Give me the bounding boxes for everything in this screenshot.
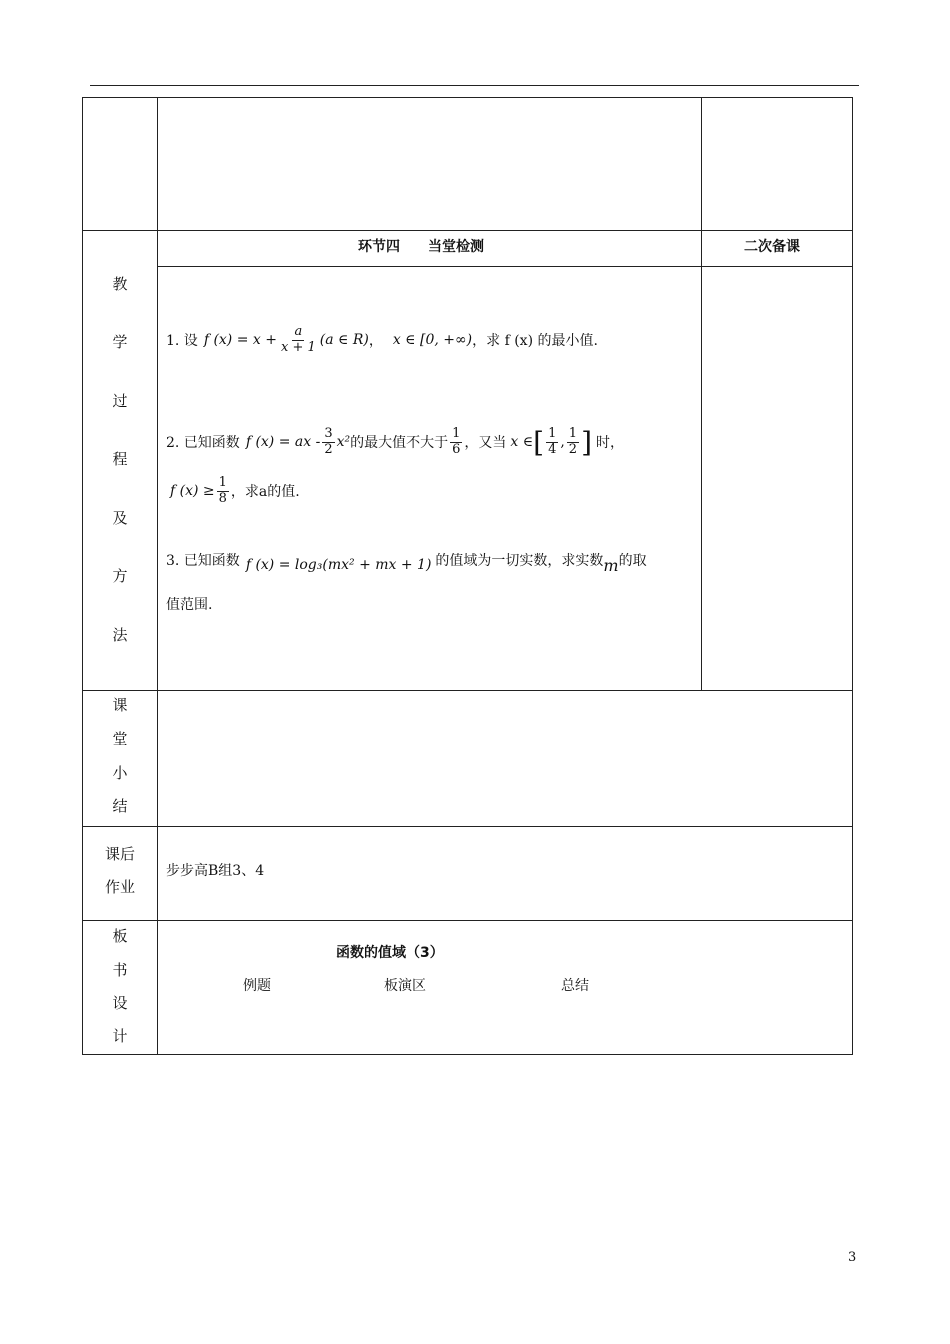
- problem-3-line-2: 值范围.: [166, 597, 213, 613]
- board-title: 函数的值域（3）: [336, 945, 444, 961]
- process-char-6: 方: [112, 567, 128, 585]
- p2-i2-num: 1: [568, 425, 578, 441]
- p2-bound-num: 1: [452, 425, 461, 441]
- summary-char-1: 课: [112, 696, 128, 714]
- board-char-2: 书: [112, 961, 128, 979]
- p2-xin: x ∈: [510, 434, 534, 450]
- p2-line2-fx: f (x) ≥: [170, 483, 215, 499]
- board-item-summary: 总结: [561, 978, 589, 994]
- side-notes-cell: [701, 266, 853, 691]
- p1-fraction-den: x + 1: [280, 339, 316, 355]
- process-char-5: 及: [112, 509, 128, 527]
- summary-char-3: 小: [112, 764, 128, 782]
- process-char-1: 教: [112, 275, 128, 293]
- board-char-1: 板: [112, 927, 128, 945]
- p2-interval-high: [567, 427, 579, 458]
- p2-tail: 时，: [596, 435, 625, 451]
- problem-2-line-2: [170, 470, 300, 512]
- summary-content-cell: [157, 690, 853, 827]
- p2-line2-den: 8: [218, 490, 227, 506]
- p3-m: m: [603, 555, 619, 575]
- p2-coef-fraction: [322, 427, 334, 458]
- p1-fx: f (x) = x +: [203, 332, 277, 348]
- section4-title: 环节四 当堂检测: [358, 239, 484, 255]
- p3-fx: f (x) = log₃(mx² + mx + 1): [245, 557, 432, 573]
- p2-right-bracket: ]: [581, 425, 593, 459]
- top-main-cell: [157, 97, 702, 231]
- p1-prefix: 1. 设: [166, 333, 198, 349]
- p2-x2: x²: [336, 434, 351, 450]
- p1-sep: ，: [368, 333, 383, 349]
- p2-fx: f (x) = ax -: [245, 434, 321, 450]
- p2-i1-num: 1: [548, 425, 557, 441]
- p2-prefix: 2. 已知函数: [166, 435, 240, 451]
- p3-prefix: 3. 已知函数: [166, 553, 240, 569]
- problem-2-line-1: [166, 420, 624, 464]
- p2-i2-den: 2: [568, 441, 578, 457]
- homework-label-2: 作业: [104, 878, 135, 896]
- p1-condition: (a ∈ R): [319, 332, 369, 348]
- problem-3-line-1: [166, 545, 647, 575]
- p2-comma: ,: [560, 434, 565, 450]
- p2-interval-low: [546, 427, 558, 458]
- board-item-examples: 例题: [243, 978, 271, 994]
- board-char-3: 设: [112, 994, 128, 1012]
- header-rule: [90, 85, 859, 86]
- p2-line2-tail: ，求a的值.: [230, 484, 300, 500]
- process-char-2: 学: [112, 333, 128, 351]
- p1-fraction-num: a: [294, 323, 303, 339]
- process-char-7: 法: [112, 626, 128, 644]
- side-header: 二次备课: [744, 239, 800, 255]
- p2-bound-fraction: [450, 427, 462, 458]
- p2-mid: 的最大值不大于: [350, 435, 449, 451]
- summary-char-4: 结: [112, 797, 128, 815]
- p1-suffix: ，求 f (x) 的最小值.: [472, 333, 598, 349]
- process-char-4: 程: [112, 450, 128, 468]
- p1-domain: x ∈ [0, +∞): [392, 332, 473, 348]
- p2-line2-num: 1: [218, 474, 227, 490]
- top-left-cell: [82, 97, 158, 231]
- p2-bound-den: 6: [452, 441, 461, 457]
- p2-line2-fraction: [217, 476, 229, 507]
- problem-1: [166, 320, 598, 360]
- homework-label-1: 课后: [104, 845, 135, 863]
- page-number: 3: [848, 1250, 857, 1265]
- homework-label-cell: [82, 826, 158, 921]
- board-item-practice-area: 板演区: [384, 978, 426, 994]
- p2-coef-den: 2: [324, 441, 333, 457]
- homework-text: 步步高B组3、4: [166, 863, 265, 879]
- p2-i1-den: 4: [548, 441, 557, 457]
- process-char-3: 过: [112, 392, 128, 410]
- summary-char-2: 堂: [112, 730, 128, 748]
- p2-left-bracket: [: [533, 425, 545, 459]
- p2-mid2: ，又当: [464, 435, 507, 451]
- p3-mid: 的值域为一切实数，求实数: [435, 553, 604, 569]
- p3-tail: 的取: [618, 553, 647, 569]
- p2-coef-num: 3: [324, 425, 333, 441]
- board-char-4: 计: [112, 1027, 128, 1045]
- p1-fraction: [279, 325, 318, 356]
- top-side-cell: [701, 97, 853, 231]
